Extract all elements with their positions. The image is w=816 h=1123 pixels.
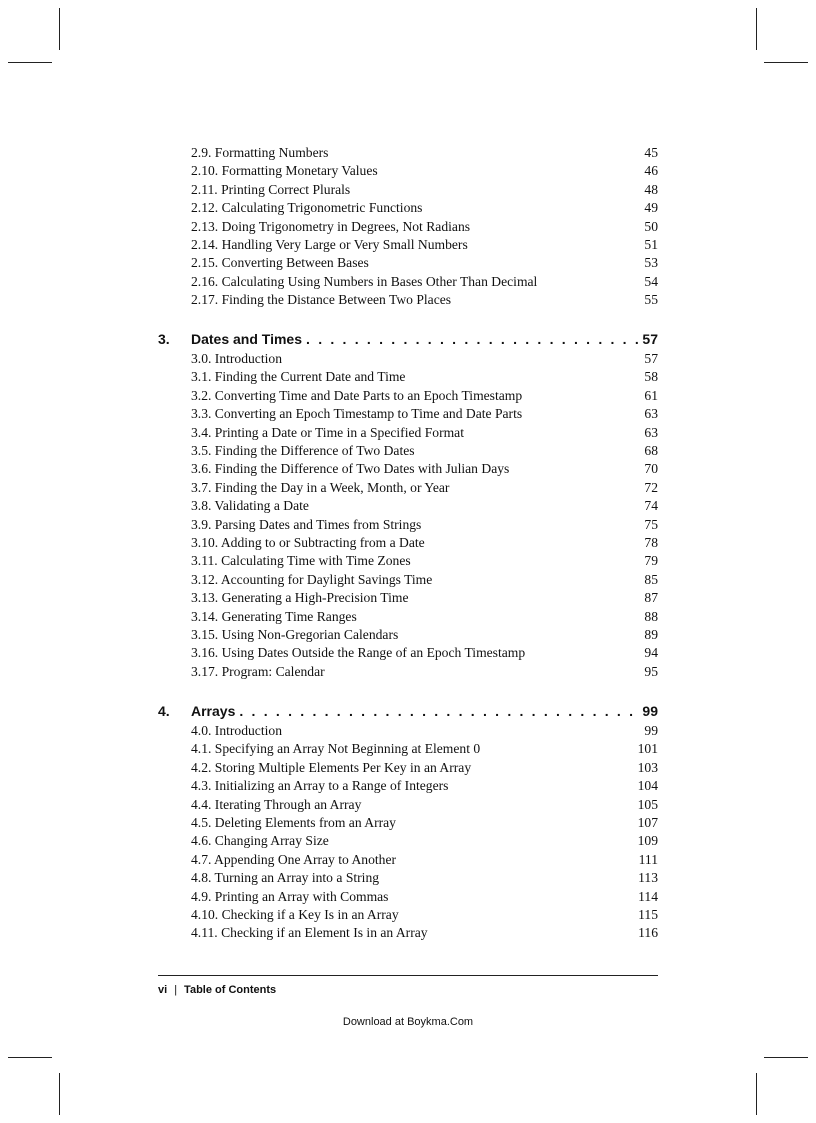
toc-entry-page: 115 — [638, 907, 658, 922]
dot-leader — [239, 701, 638, 721]
toc-entry[interactable] — [191, 663, 658, 681]
chapter-heading[interactable] — [191, 329, 658, 349]
crop-mark — [8, 1057, 52, 1058]
toc-entry[interactable] — [191, 291, 658, 309]
chapter-number: 3. — [158, 331, 170, 347]
toc-entry-title: 4.9. Printing an Array with Commas — [191, 888, 389, 904]
toc-entry-page: 72 — [644, 479, 658, 495]
toc-entry[interactable] — [191, 350, 658, 368]
toc-entry[interactable] — [191, 814, 658, 832]
toc-entry-page: 113 — [638, 870, 658, 886]
toc-entry-page: 111 — [638, 851, 658, 867]
toc-entry-title: 4.2. Storing Multiple Elements Per Key in an Array — [191, 759, 472, 775]
toc-entry-title: 2.13. Doing Trigonometry in Degrees, Not Radians — [191, 218, 471, 234]
toc-entry[interactable] — [191, 236, 658, 254]
toc-entry-title: 3.4. Printing a Date or Time in a Specified Format — [191, 424, 464, 440]
toc-entry-page: 94 — [644, 645, 658, 661]
toc-entry-title: 4.11. Checking if an Element Is in an Array — [191, 925, 428, 941]
toc-entry-page: 101 — [637, 741, 658, 757]
toc-entry-page: 61 — [644, 387, 658, 403]
toc-entry-title: 2.10. Formatting Monetary Values — [191, 163, 378, 179]
toc-entry-page: 107 — [637, 815, 658, 830]
toc-entry-page: 78 — [644, 535, 658, 550]
toc-entry[interactable] — [191, 405, 658, 423]
toc-entry[interactable] — [191, 424, 658, 442]
toc-entry[interactable] — [191, 571, 658, 589]
chapter-title: Arrays — [191, 703, 236, 719]
toc-entry-page: 70 — [644, 461, 658, 477]
toc-entry-page: 103 — [637, 759, 658, 775]
download-watermark: Download at Boykma.Com — [342, 1016, 474, 1028]
chapter-number: 4. — [158, 703, 170, 719]
toc-entry[interactable] — [191, 497, 658, 515]
toc-entry-page: 48 — [644, 181, 658, 197]
toc-entry-title: 4.8. Turning an Array into a String — [191, 870, 380, 886]
toc-entry-page: 104 — [637, 778, 658, 794]
toc-entry-page: 57 — [644, 351, 658, 366]
toc-entry-title: 2.12. Calculating Trigonometric Functions — [191, 200, 423, 216]
toc-entry-title: 3.17. Program: Calendar — [191, 663, 325, 679]
toc-entry[interactable] — [191, 552, 658, 570]
toc-entry-title: 3.7. Finding the Day in a Week, Month, or Year — [191, 479, 450, 495]
toc-entry[interactable] — [191, 589, 658, 607]
toc-entry-title: 4.5. Deleting Elements from an Array — [191, 815, 396, 830]
toc-entry-page: 89 — [644, 627, 658, 642]
chapter-page: 57 — [642, 331, 658, 347]
toc-entry[interactable] — [191, 199, 658, 217]
toc-entry-title: 4.0. Introduction — [191, 723, 282, 738]
toc-entry[interactable] — [191, 832, 658, 850]
chapter-page: 99 — [642, 703, 658, 719]
toc-entry-title: 4.3. Initializing an Array to a Range of Integers — [191, 778, 449, 794]
toc-entry[interactable] — [191, 534, 658, 552]
toc-entry-page: 45 — [644, 145, 658, 160]
toc-entry[interactable] — [191, 254, 658, 272]
toc-entry-title: 4.7. Appending One Array to Another — [191, 851, 397, 867]
footer-separator: | — [174, 984, 178, 996]
toc-entry-title: 3.8. Validating a Date — [191, 498, 309, 514]
crop-mark — [59, 1073, 60, 1115]
toc-entry[interactable] — [191, 759, 658, 777]
toc-entry-page: 116 — [638, 925, 658, 941]
toc-entry[interactable] — [191, 740, 658, 758]
toc-entry[interactable] — [191, 144, 658, 162]
toc-entry-page: 49 — [644, 200, 658, 216]
toc-entry[interactable] — [191, 722, 658, 740]
toc-entry[interactable] — [191, 162, 658, 180]
toc-entry[interactable] — [191, 273, 658, 291]
toc-entry-page: 74 — [644, 498, 658, 514]
toc-entry-title: 3.6. Finding the Difference of Two Dates with Julian Days — [191, 461, 510, 477]
crop-mark — [764, 1057, 808, 1058]
toc-entry-title: 3.10. Adding to or Subtracting from a Date — [191, 535, 425, 550]
toc-entry-title: 4.1. Specifying an Array Not Beginning at Element 0 — [191, 741, 481, 757]
crop-mark — [8, 62, 52, 63]
toc-entry[interactable] — [191, 869, 658, 887]
crop-mark — [756, 1073, 757, 1115]
chapter-heading[interactable] — [191, 701, 658, 721]
crop-mark — [756, 8, 757, 50]
toc-entry-title: 2.9. Formatting Numbers — [191, 145, 329, 160]
toc-entry[interactable] — [191, 460, 658, 478]
toc-entry-page: 87 — [644, 590, 658, 606]
toc-entry-page: 68 — [644, 443, 658, 458]
toc-entry[interactable] — [191, 181, 658, 199]
footer-page-number: vi — [158, 984, 168, 996]
toc-entry-page: 53 — [644, 255, 658, 271]
toc-entry[interactable] — [191, 608, 658, 626]
footer-rule — [158, 975, 658, 976]
toc-entry[interactable] — [191, 906, 658, 924]
dot-leader — [306, 329, 638, 349]
toc-entry[interactable] — [191, 516, 658, 534]
toc-entry-page: 75 — [644, 516, 658, 532]
toc-entry-page: 105 — [637, 796, 658, 812]
toc-entry-page: 51 — [644, 237, 658, 252]
toc-entry-page: 63 — [644, 424, 658, 440]
toc-entry-title: 4.6. Changing Array Size — [191, 833, 329, 849]
toc-entry-title: 3.0. Introduction — [191, 351, 282, 366]
toc-entry-page: 63 — [644, 406, 658, 422]
toc-entry-title: 2.15. Converting Between Bases — [191, 255, 369, 271]
toc-entry[interactable] — [191, 644, 658, 662]
toc-entry-page: 88 — [644, 608, 658, 624]
toc-entry-title: 4.4. Iterating Through an Array — [191, 796, 362, 812]
toc-entry-title: 3.3. Converting an Epoch Timestamp to Time and Date Parts — [191, 406, 523, 422]
toc-entry-title: 3.12. Accounting for Daylight Savings Time — [191, 571, 433, 587]
toc-entry-title: 2.11. Printing Correct Plurals — [191, 181, 351, 197]
toc-entry[interactable] — [191, 626, 658, 644]
toc-entry-page: 99 — [644, 723, 658, 738]
toc-entry[interactable] — [191, 442, 658, 460]
toc-entry[interactable] — [191, 479, 658, 497]
toc-entry[interactable] — [191, 387, 658, 405]
toc-entry-page: 79 — [644, 553, 658, 569]
toc-entry[interactable] — [191, 851, 658, 869]
toc-entry-page: 85 — [644, 571, 658, 587]
toc-entry-title: 2.14. Handling Very Large or Very Small Numbers — [191, 237, 468, 252]
toc-entry-title: 3.5. Finding the Difference of Two Dates — [191, 443, 415, 458]
toc-entry[interactable] — [191, 924, 658, 942]
toc-entry-page: 109 — [637, 833, 658, 849]
crop-mark — [764, 62, 808, 63]
toc-entry-page: 55 — [644, 292, 658, 308]
toc-entry-title: 2.16. Calculating Using Numbers in Bases Other Than Decimal — [191, 273, 538, 289]
toc-entry-title: 3.2. Converting Time and Date Parts to an Epoch Timestamp — [191, 387, 523, 403]
toc-entry-page: 58 — [644, 369, 658, 385]
toc-entry-page: 114 — [638, 888, 658, 904]
toc-entry-title: 3.9. Parsing Dates and Times from Strings — [191, 516, 422, 532]
chapter-title: Dates and Times — [191, 331, 303, 347]
toc-entry-title: 3.11. Calculating Time with Time Zones — [191, 553, 411, 569]
toc-entry-title: 3.14. Generating Time Ranges — [191, 608, 357, 624]
page-footer — [158, 981, 276, 999]
toc-entry[interactable] — [191, 218, 658, 236]
toc-entry-title: 3.13. Generating a High-Precision Time — [191, 590, 409, 606]
toc-entry-title: 3.15. Using Non-Gregorian Calendars — [191, 627, 399, 642]
footer-section-title: Table of Contents — [184, 984, 277, 996]
toc-entry[interactable] — [191, 777, 658, 795]
toc-entry-page: 50 — [644, 218, 658, 234]
toc-entry[interactable] — [191, 888, 658, 906]
crop-mark — [59, 8, 60, 50]
toc-entry-title: 4.10. Checking if a Key Is in an Array — [191, 907, 399, 922]
toc-entry-title: 3.16. Using Dates Outside the Range of an Epoch Timestamp — [191, 645, 526, 661]
toc-entry-page: 95 — [644, 663, 658, 679]
toc-entry-page: 46 — [644, 163, 658, 179]
toc-entry-title: 3.1. Finding the Current Date and Time — [191, 369, 406, 385]
toc-entry[interactable] — [191, 368, 658, 386]
toc-entry-title: 2.17. Finding the Distance Between Two Places — [191, 292, 452, 308]
toc-entry-page: 54 — [644, 273, 658, 289]
toc-entry[interactable] — [191, 796, 658, 814]
